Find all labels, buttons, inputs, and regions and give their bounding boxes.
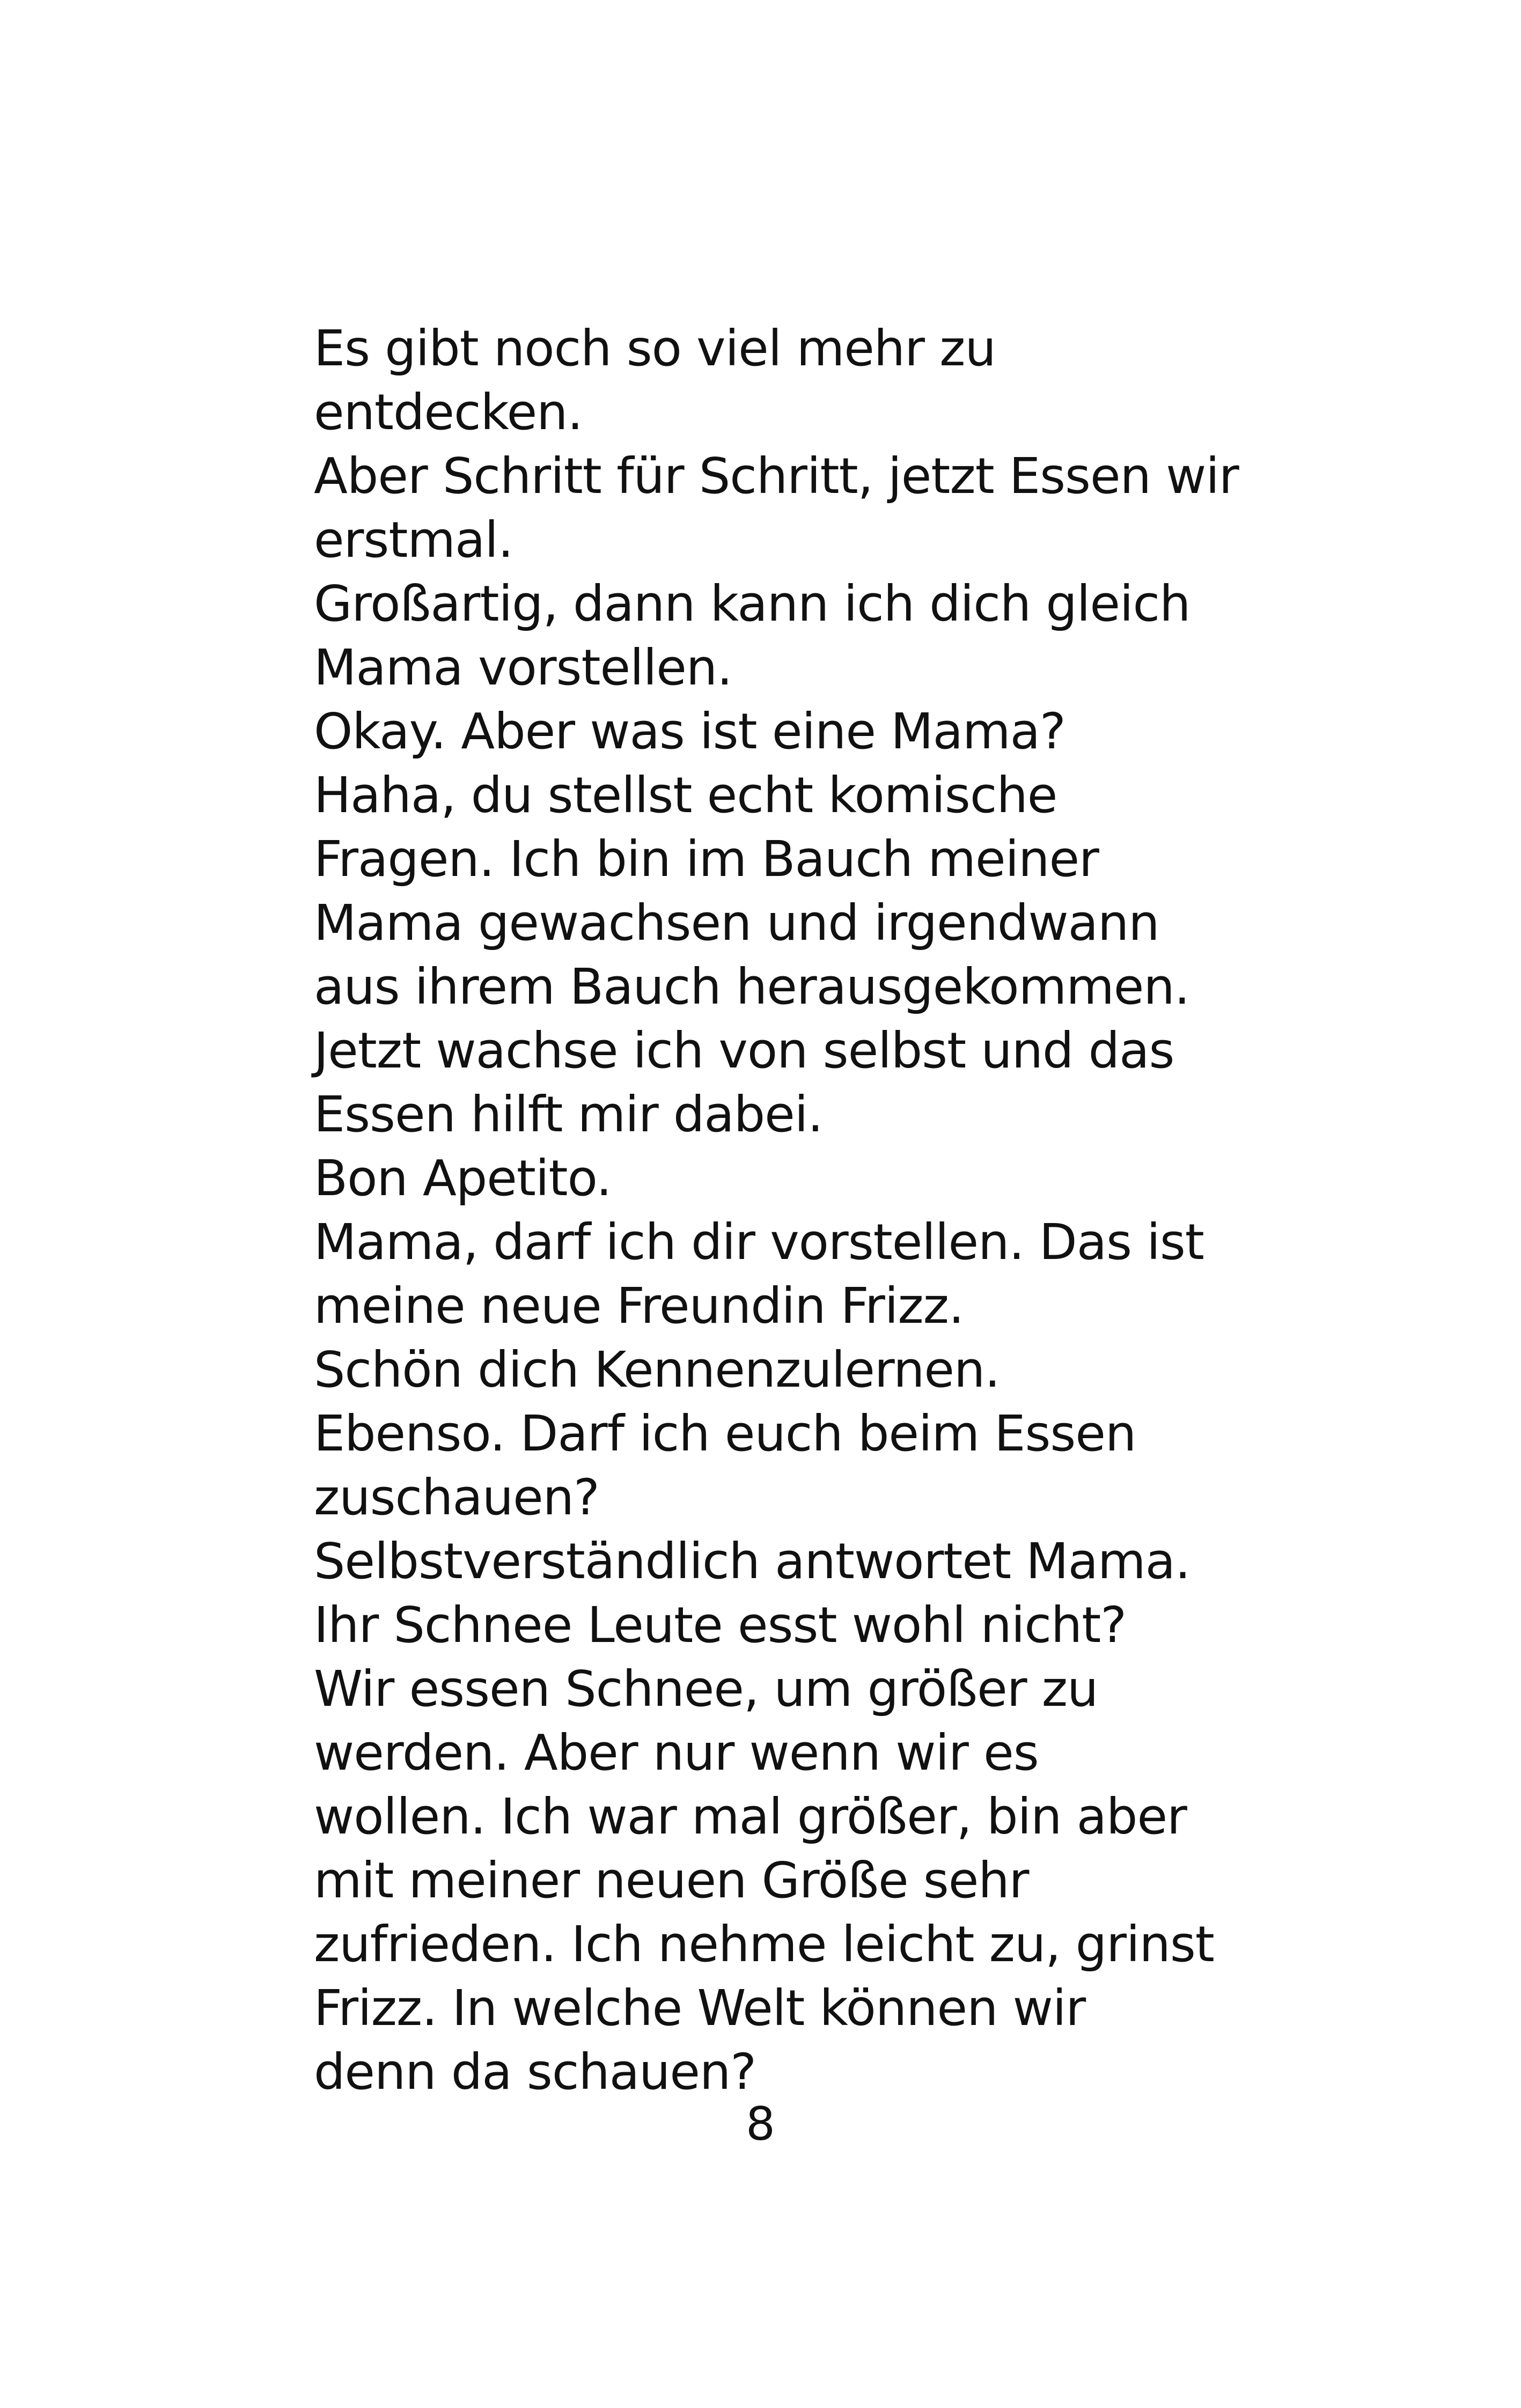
text-line: aus ihrem Bauch herausgekommen. (314, 958, 1189, 1015)
text-line: entdecken. (314, 384, 583, 441)
text-line: denn da schauen? (314, 2043, 756, 2101)
text-line: erstmal. (314, 511, 513, 569)
body-text (314, 316, 1333, 2104)
page-number: 8 (746, 2097, 775, 2151)
text-line: Haha, du stellst echt komische (314, 767, 1057, 824)
text-line: Bon Apetito. (314, 1150, 612, 1207)
text-line: meine neue Freundin Frizz. (314, 1277, 964, 1335)
text-line: wollen. Ich war mal größer, bin aber (314, 1788, 1187, 1845)
text-line: Okay. Aber was ist eine Mama? (314, 703, 1066, 760)
text-line: Mama vorstellen. (314, 639, 732, 696)
text-line: Essen hilft mir dabei. (314, 1086, 823, 1143)
text-line: Ebenso. Darf ich euch beim Essen (314, 1405, 1136, 1462)
text-line: Schön dich Kennenzulernen. (314, 1341, 1000, 1398)
text-line: Aber Schritt für Schritt, jetzt Essen wir (314, 447, 1239, 505)
text-line: Großartig, dann kann ich dich gleich (314, 575, 1191, 632)
text-line: Wir essen Schnee, um größer zu (314, 1660, 1098, 1718)
text-line: Mama gewachsen und irgendwann (314, 894, 1159, 952)
text-line: Es gibt noch so viel mehr zu (314, 320, 996, 377)
text-line: Frizz. In welche Welt können wir (314, 1979, 1086, 2037)
text-line: Mama, darf ich dir vorstellen. Das ist (314, 1213, 1204, 1271)
text-line: Selbstverständlich antwortet Mama. (314, 1533, 1191, 1590)
text-line: zufrieden. Ich nehme leicht zu, grinst (314, 1916, 1214, 1973)
text-line: werden. Aber nur wenn wir es (314, 1724, 1039, 1781)
text-line: mit meiner neuen Größe sehr (314, 1852, 1029, 1909)
text-line: Fragen. Ich bin im Bauch meiner (314, 830, 1099, 888)
text-line: Jetzt wachse ich von selbst und das (314, 1022, 1174, 1079)
text-line: Ihr Schnee Leute esst wohl nicht? (314, 1596, 1127, 1654)
text-line: zuschauen? (314, 1469, 599, 1526)
